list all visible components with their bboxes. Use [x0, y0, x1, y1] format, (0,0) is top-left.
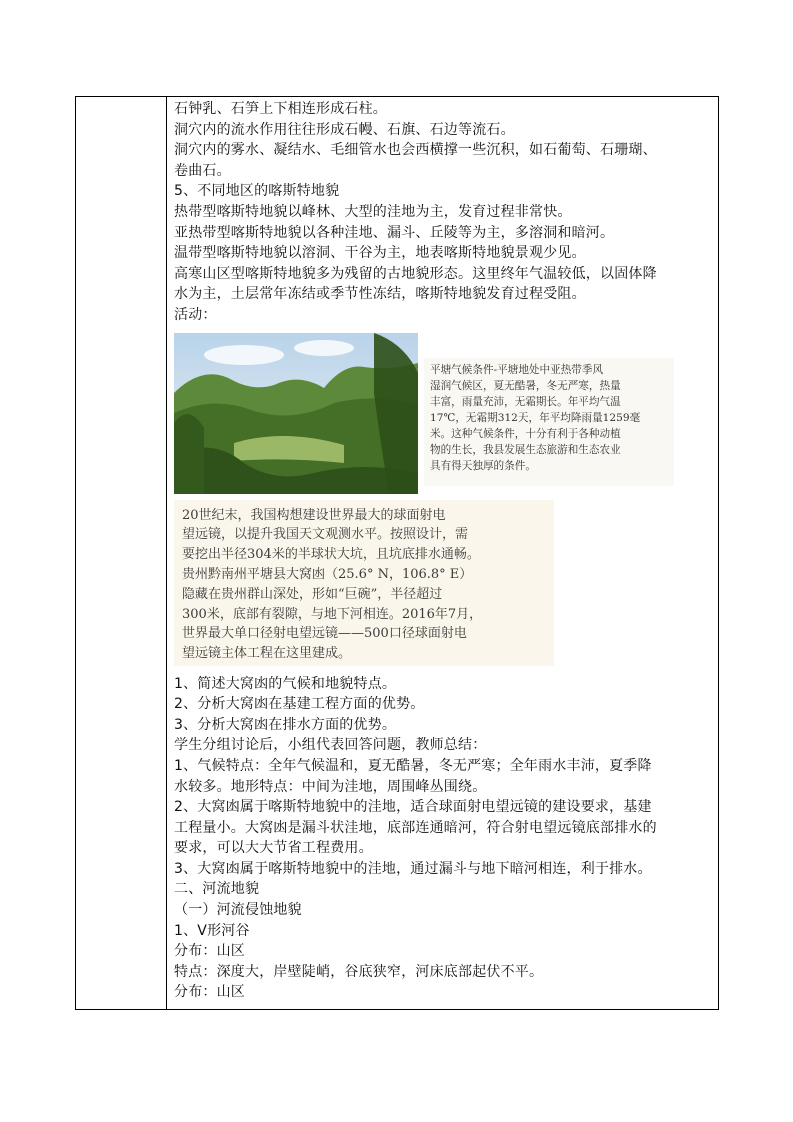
karst-text-block	[174, 99, 716, 326]
subsection-heading: （一）河流侵蚀地貌	[174, 902, 302, 919]
caption-line: 17℃，无霜期312天，年平均降雨量1259毫	[430, 411, 641, 424]
questions-answers-block	[174, 674, 716, 1004]
answer-line: 水较多。地形特点：中间为洼地，周围峰丛围绕。	[174, 778, 487, 795]
question-line: 3、分析大窝凼在排水方面的优势。	[174, 716, 397, 733]
answer-line: 2、大窝凼属于喀斯特地貌中的洼地，适合球面射电望远镜的建设要求，基建	[174, 799, 652, 816]
figure-text-line: 贵州黔南州平塘县大窝凼（25.6° N，106.8° E）	[182, 566, 473, 582]
question-line: 1、简述大窝凼的气候和地貌特点。	[174, 675, 397, 692]
text-line: 洞穴内的流水作用往往形成石幔、石旗、石边等流石。	[174, 121, 515, 138]
karst-landscape-image	[174, 333, 418, 494]
figure-text-line: 望远镜，以提升我国天文观测水平。按照设计，需	[182, 527, 469, 543]
lesson-content	[174, 99, 716, 1003]
figure-text-line: 世界最大单口径射电望远镜——500口径球面射电	[182, 626, 467, 642]
answer-line: 1、气候特点：全年气候温和，夏无酷暑，冬无严寒；全年雨水丰沛，夏季降	[174, 757, 652, 774]
telescope-text-image	[174, 500, 554, 666]
caption-line: 湿润气候区，夏无酷暑，冬无严寒，热量	[430, 379, 621, 392]
caption-line: 米。这种气候条件，十分有利于各种动植	[430, 427, 621, 440]
question-line: 2、分析大窝凼在基建工程方面的优势。	[174, 696, 425, 713]
text-line: 亚热带型喀斯特地貌以各种洼地、漏斗、丘陵等为主，多溶洞和暗河。	[174, 224, 615, 241]
answer-line: 要求，可以大大节省工程费用。	[174, 840, 373, 857]
column-divider	[166, 97, 167, 1009]
answer-line: 3、大窝凼属于喀斯特地貌中的洼地，通过漏斗与地下暗河相连，利于排水。	[174, 860, 652, 877]
pingtang-figure	[174, 328, 716, 496]
text-line: 特点：深度大，岸壁陡峭，谷底狭窄，河床底部起伏不平。	[174, 963, 544, 980]
figure-text-line: 要挖出半径304米的半球状大坑，且坑底排水通畅。	[182, 547, 480, 563]
section-heading: 5、不同地区的喀斯特地貌	[174, 183, 340, 200]
answer-line: 工程量小。大窝凼是漏斗状洼地，底部连通暗河，符合射电望远镜底部排水的	[174, 819, 657, 836]
caption-line: 丰富，雨量充沛，无霜期长。年平均气温	[430, 395, 621, 408]
landscape-photo	[174, 333, 418, 494]
fast-telescope-figure	[174, 496, 716, 674]
figure-text-line: 望远镜主体工程在这里建成。	[182, 646, 352, 662]
text-line: 洞穴内的雾水、凝结水、毛细管水也会西横撑一些沉积，如石葡萄、石珊瑚、	[174, 142, 657, 159]
caption-line: 物的生长，我县发展生态旅游和生态农业	[430, 443, 621, 456]
section-heading: 二、河流地貌	[174, 881, 260, 898]
caption-line: 具有得天独厚的条件。	[430, 459, 536, 472]
subsection-heading: 1、V形河谷	[174, 922, 250, 939]
text-line: 卷曲石。	[174, 162, 231, 179]
text-line: 石钟乳、石笋上下相连形成石柱。	[174, 101, 387, 117]
activity-label: 活动：	[174, 306, 217, 323]
figure-text-line: 隐藏在贵州群山深处，形如“巨碗”，半径超过	[182, 586, 443, 602]
text-line: 温带型喀斯特地貌以溶洞、干谷为主，地表喀斯特地貌景观少见。	[174, 245, 586, 262]
text-line: 分布：山区	[174, 943, 245, 960]
lesson-table	[75, 96, 719, 1010]
text-line: 分布：山区	[174, 984, 245, 1001]
figure-text-line: 300米，底部有裂隙，与地下河相连。2016年7月，	[182, 606, 483, 622]
text-line: 高寒山区型喀斯特地貌多为残留的古地貌形态。这里终年气温较低，以固体降	[174, 265, 657, 282]
text-line: 学生分组讨论后，小组代表回答问题，教师总结：	[174, 737, 487, 754]
text-line: 热带型喀斯特地貌以峰林、大型的洼地为主，发育过程非常快。	[174, 203, 572, 220]
climate-caption	[424, 358, 674, 486]
caption-line: 平塘气候条件-平塘地处中亚热带季风	[430, 363, 604, 376]
text-line: 水为主，土层常年冻结或季节性冻结，喀斯特地貌发育过程受阻。	[174, 286, 586, 303]
figure-text-line: 20世纪末，我国构想建设世界最大的球面射电	[182, 507, 446, 523]
